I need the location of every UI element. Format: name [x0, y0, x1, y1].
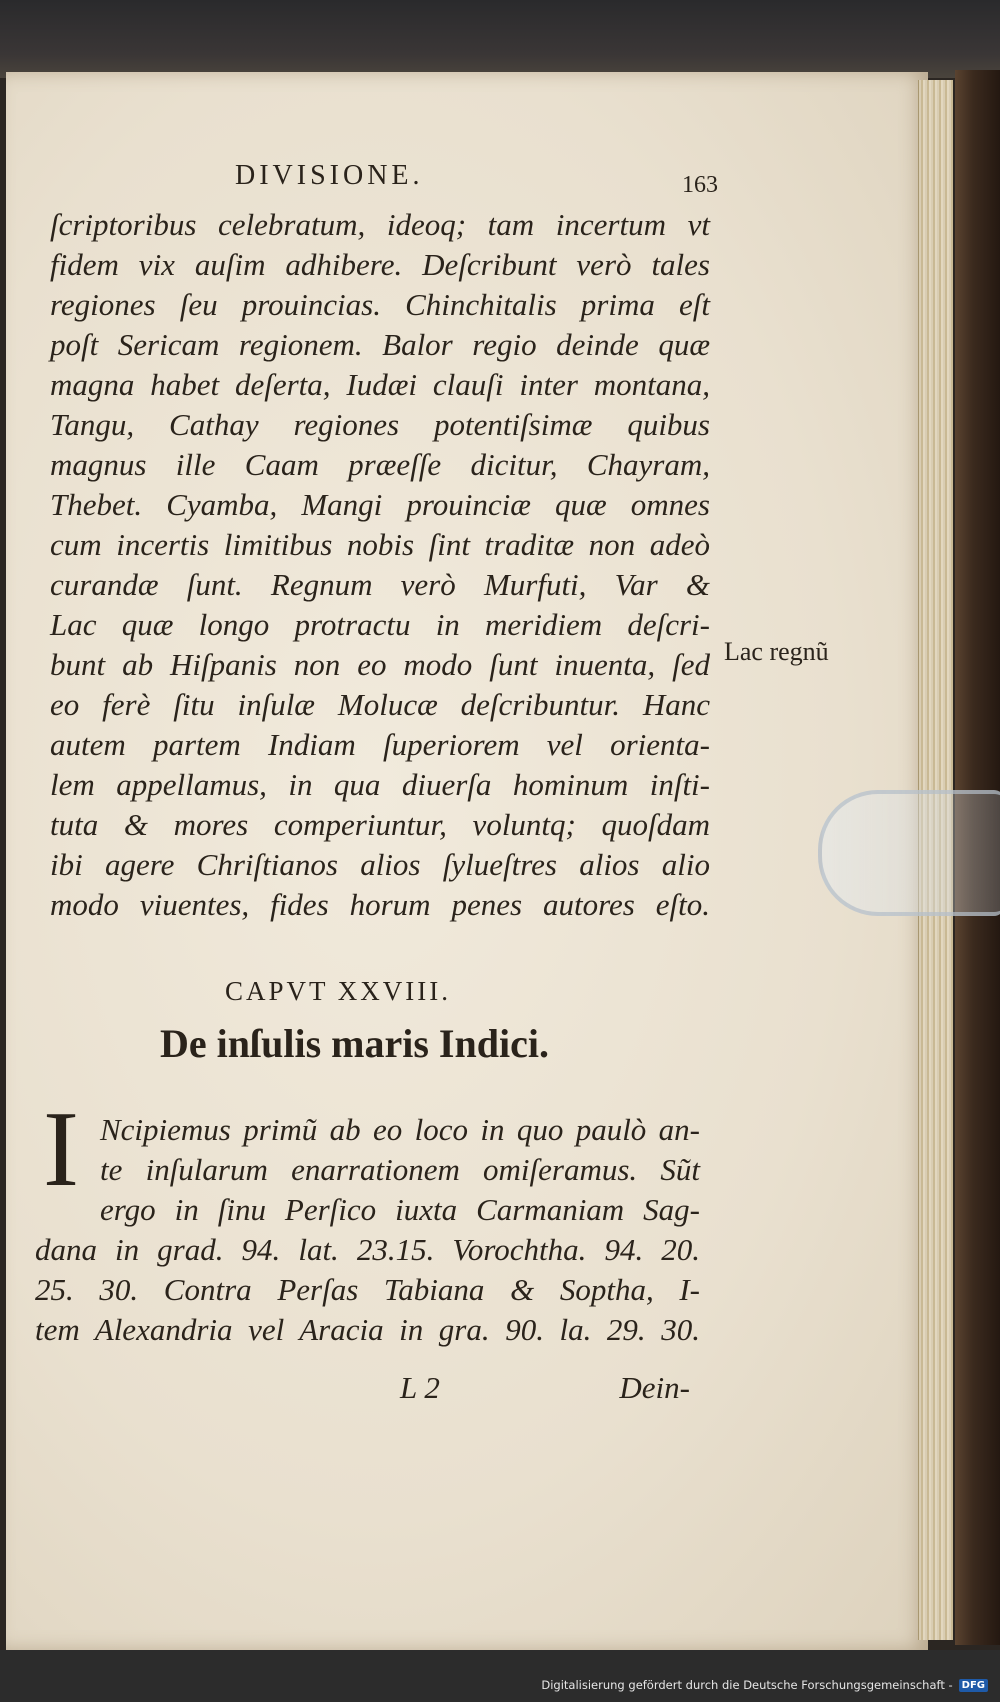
- chapter-number: CAPVT XXVIII.: [225, 976, 451, 1006]
- scan-background-top: [0, 0, 1000, 78]
- chapter-text: [35, 1230, 700, 1350]
- page-clip: [818, 790, 1000, 916]
- chapter-title: De inſulis maris Indici.: [160, 1021, 549, 1066]
- text-line: Tangu, Cathay regiones potentiſsimæ quibus: [50, 407, 710, 442]
- text-line: ergo in ſinu Perſico iuxta Carmaniam Sag-: [100, 1192, 700, 1227]
- dfg-logo-icon: DFG: [959, 1679, 988, 1692]
- text-line: magnus ille Caam præeſſe dicitur, Chayram,: [50, 447, 710, 482]
- text-line: regiones ſeu prouincias. Chinchitalis prima eſt: [50, 287, 710, 322]
- text-line: curandæ ſunt. Regnum verò Murfuti, Var &: [50, 567, 710, 602]
- text-line: tuta & mores comperiuntur, voluntq; quoſdam: [50, 807, 710, 842]
- text-line: magna habet deſerta, Iudæi clauſi inter montana,: [50, 367, 710, 402]
- text-line: eo ferè ſitu inſulæ Molucæ deſcribuntur. Hanc: [50, 687, 710, 722]
- text-line: Ncipiemus primũ ab eo loco in quo paulò an-: [100, 1112, 700, 1147]
- drop-cap: I: [43, 1090, 79, 1209]
- text-line: ſcriptoribus celebratum, ideoq; tam incertum vt: [50, 207, 710, 242]
- chapter-opening-text: [100, 1110, 700, 1230]
- text-line: Lac quæ longo protractu in meridiem deſcri-: [50, 607, 710, 642]
- text-line: te inſularum enarrationem omiſeramus. Sũt: [100, 1152, 700, 1187]
- running-head: DIVISIONE.: [235, 160, 424, 191]
- digitization-credit: [541, 1678, 988, 1692]
- text-line: poſt Sericam regionem. Balor regio deinde quæ: [50, 327, 710, 362]
- text-line: ibi agere Chriſtianos alios ſylueſtres alios alio: [50, 847, 710, 882]
- text-line: 25. 30. Contra Perſas Tabiana & Soptha, I-: [35, 1272, 700, 1307]
- text-line: bunt ab Hiſpanis non eo modo ſunt inuenta, ſed: [50, 647, 710, 682]
- text-line: Thebet. Cyamba, Mangi prouinciæ quæ omnes: [50, 487, 710, 522]
- body-text: [50, 205, 710, 925]
- text-line: fidem vix auſim adhibere. Deſcribunt verò tales: [50, 247, 710, 282]
- text-line: modo viuentes, fides horum penes autores eſto.: [50, 887, 710, 922]
- text-line: autem partem Indiam ſuperiorem vel orienta-: [50, 727, 710, 762]
- signature-mark: L 2: [400, 1370, 440, 1405]
- page-number: 163: [682, 172, 718, 198]
- text-line: lem appellamus, in qua diuerſa hominum inſti-: [50, 767, 710, 802]
- catchword: Dein-: [619, 1370, 690, 1405]
- margin-note: Lac regnũ: [724, 637, 829, 666]
- text-line: cum incertis limitibus nobis ſint traditæ non adeò: [50, 527, 710, 562]
- text-line: tem Alexandria vel Aracia in gra. 90. la. 29. 30.: [35, 1312, 700, 1347]
- scan-background-bottom: [0, 1650, 1000, 1702]
- text-line: dana in grad. 94. lat. 23.15. Vorochtha. 94. 20.: [35, 1232, 700, 1267]
- credit-text: Digitalisierung gefördert durch die Deutsche Forschungsgemeinschaft -: [541, 1678, 953, 1692]
- catchline: [400, 1370, 690, 1406]
